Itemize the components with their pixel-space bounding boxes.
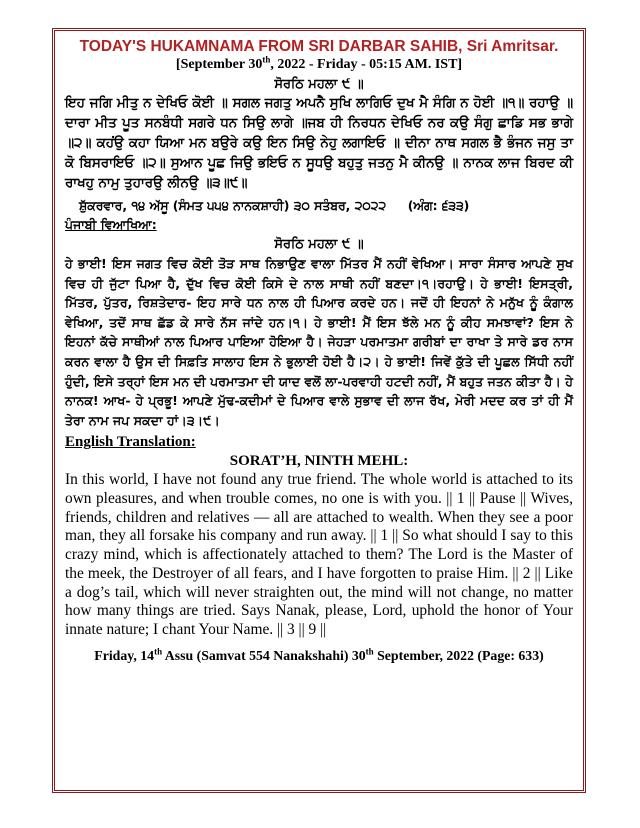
english-translation-label: English Translation: bbox=[65, 434, 196, 451]
footer-date-line bbox=[65, 646, 573, 666]
date-line bbox=[65, 56, 573, 74]
punjabi-explanation-text: ਹੇ ਭਾਈ! ਇਸ ਜਗਤ ਵਿਚ ਕੋਈ ਤੋੜ ਸਾਥ ਨਿਭਾਉਣ ਵਾਲਾ ਮਿੱਤਰ ਮੈਂ ਨਹੀਂ ਵੇਖਿਆ। ਸਾਰਾ ਸੰਸਾਰ ਆਪਣੇ ਸੁਖ ਵਿਚ ਹੀ ਜੁੱਟਾ ਪਿਆ ਹੈ, ਦੁੱਖ ਵਿਚ ਕੋਈ ਕਿਸੇ ਦੇ ਨਾਲ ਸਾਥੀ ਨਹੀਂ ਬਣਦਾ।੧।ਰਹਾਉ। ਹੇ ਭਾਈ! ਇਸਤ੍ਰੀ, ਮਿੱਤਰ, ਪੁੱਤਰ, ਰਿਸ਼ਤੇਦਾਰ- ਇਹ ਸਾਰੇ ਧਨ ਨਾਲ ਹੀ ਪਿਆਰ ਕਰਦੇ ਹਨ। ਜਦੋਂ ਹੀ ਇਹਨਾਂ ਨੇ ਮਨੁੱਖ ਨੂੰ ਕੰਗਾਲ ਵੇਖਿਆ, ਤਦੋਂ ਸਾਥ ਛੱਡ ਕੇ ਸਾਰੇ ਨੱਸ ਜਾਂਦੇ ਹਨ।੧। ਹੇ ਭਾਈ! ਮੈਂ ਇਸ ਝੱਲੇ ਮਨ ਨੂੰ ਕੀਹ ਸਮਝਾਵਾਂ? ਇਸ ਨੇ ਇਹਨਾਂ ਕੱਚੇ ਸਾਥੀਆਂ ਨਾਲ ਪਿਆਰ ਪਾਇਆ ਹੋਇਆ ਹੈ। ਜੇਹੜਾ ਪਰਮਾਤਮਾ ਗਰੀਬਾਂ ਦਾ ਰਾਖਾ ਤੇ ਸਾਰੇ ਡਰ ਨਾਸ ਕਰਨ ਵਾਲਾ ਹੈ ਉਸ ਦੀ ਸਿਫ਼ਤਿ ਸਾਲਾਹ ਇਸ ਨੇ ਭੁਲਾਈ ਹੋਈ ਹੈ।੨। ਹੇ ਭਾਈ! ਜਿਵੇਂ ਕੁੱਤੇ ਦੀ ਪੂਛਲ ਸਿੱਧੀ ਨਹੀਂ ਹੁੰਦੀ, ਇਸੇ ਤਰ੍ਹਾਂ ਇਸ ਮਨ ਦੀ ਪਰਮਾਤਮਾ ਦੀ ਯਾਦ ਵਲੋਂ ਲਾ-ਪਰਵਾਹੀ ਹਟਦੀ ਨਹੀਂ, ਮੈਂ ਬਹੁਤ ਜਤਨ ਕੀਤਾ ਹੈ। ਹੇ ਨਾਨਕ! ਆਖ- ਹੇ ਪ੍ਰਭੂ! ਆਪਣੇ ਮੁੱਢ-ਕਦੀਮਾਂ ਦੇ ਪਿਆਰ ਵਾਲੇ ਸੁਭਾਵ ਦੀ ਲਾਜ ਰੱਖ, ਮੇਰੀ ਮਦਦ ਕਰ ਤਾਂ ਹੀ ਮੈਂ ਤੇਰਾ ਨਾਮ ਜਪ ਸਕਦਾ ਹਾਂ।੩।੯। bbox=[65, 256, 573, 428]
footer-part-2: Assu (Samvat 554 Nanakshahi) 30 bbox=[162, 647, 366, 663]
date-prefix: [September 30 bbox=[175, 57, 263, 72]
english-translation-text: In this world, I have not found any true friend. The whole world is attached to its own pleasures, and when trouble comes, no one is with you. || 1 || Pause || Wives, friends, children and relatives — all are attached to wealth. When they see a poor man, they all forsake his company and run away. || 1 || So what should I say to this crazy mind, which is affectionately attached to them? The Lord is the Master of the meek, the Destroyer of all fears, and I have forgotten to praise Him. || 2 || Like a dog’s tail, which will never straighten out, the mind will not change, no matter how many things are tried. Says Nanak, please, Lord, uphold the honor of Your innate nature; I chant Your Name. || 3 || 9 || bbox=[65, 471, 573, 638]
page-title: TODAY'S HUKAMNAMA FROM SRI DARBAR SAHIB, Sri Amritsar. bbox=[79, 38, 559, 55]
footer-sup-1: th bbox=[154, 646, 163, 657]
footer-part-3: September, 2022 (Page: 633) bbox=[373, 647, 544, 663]
footer-sup-2: th bbox=[365, 646, 374, 657]
content-area bbox=[65, 37, 573, 666]
date-suffix: , 2022 - Friday - 05:15 AM. IST] bbox=[270, 57, 463, 72]
english-heading: SORAT’H, NINTH MEHL: bbox=[229, 453, 409, 470]
nanakshahi-date-line bbox=[65, 196, 573, 216]
hukamnama-frame bbox=[52, 28, 586, 793]
ang-reference: (ਅੰਗ: ੬੩੩) bbox=[407, 198, 470, 213]
punjabi-heading: ਸੋਰਠਿ ਮਹਲਾ ੯ ॥ bbox=[274, 237, 364, 252]
date-superscript: th bbox=[262, 54, 271, 65]
punjabi-explanation-label: ਪੰਜਾਬੀ ਵਿਆਖਿਆ: bbox=[65, 217, 157, 232]
shabad-text: ਇਹ ਜਗਿ ਮੀਤੁ ਨ ਦੇਖਿਓ ਕੋਈ ॥ ਸਗਲ ਜਗਤੁ ਅਪਨੈ ਸੁਖਿ ਲਾਗਿਓ ਦੁਖ ਮੈ ਸੰਗਿ ਨ ਹੋਈ ॥੧॥ ਰਹਾਉ ॥ ਦਾਰਾ ਮੀਤ ਪੂਤ ਸਨਬੰਧੀ ਸਗਰੇ ਧਨ ਸਿਉ ਲਾਗੇ ॥ਜਬ ਹੀ ਨਿਰਧਨ ਦੇਖਿਓ ਨਰ ਕਉ ਸੰਗੁ ਛਾਡਿ ਸਭ ਭਾਗੇ ॥੨॥ ਕਹਂਉ ਕਹਾ ਯਿਆ ਮਨ ਬਉਰੇ ਕਉ ਇਨ ਸਿਉ ਨੇਹੁ ਲਗਾਇਓ ॥ ਦੀਨਾ ਨਾਥ ਸਗਲ ਭੈ ਭੰਜਨ ਜਸੁ ਤਾ ਕੋ ਬਿਸਰਾਇਓ ॥੨॥ ਸੁਆਨ ਪੂਛ ਜਿਉ ਭਇਓ ਨ ਸੂਧਉ ਬਹੁਤੁ ਜਤਨੁ ਮੈ ਕੀਨਉ ॥ ਨਾਨਕ ਲਾਜ ਬਿਰਦ ਕੀ ਰਾਖਹੁ ਨਾਮੁ ਤੁਹਾਰਉ ਲੀਨਉ ॥੩॥੯॥ bbox=[65, 96, 573, 191]
shabad-heading: ਸੋਰਠਿ ਮਹਲਾ ੯ ॥ bbox=[274, 77, 364, 92]
nanakshahi-date: ਸ਼ੁੱਕਰਵਾਰ, ੧੪ ਅੱਸੂ (ਸੰਮਤ ੫੫੪ ਨਾਨਕਸ਼ਾਹੀ) ੩੦ ਸਤੰਬਰ, ੨੦੨੨ bbox=[79, 198, 387, 213]
footer-part-1: Friday, 14 bbox=[94, 647, 155, 663]
